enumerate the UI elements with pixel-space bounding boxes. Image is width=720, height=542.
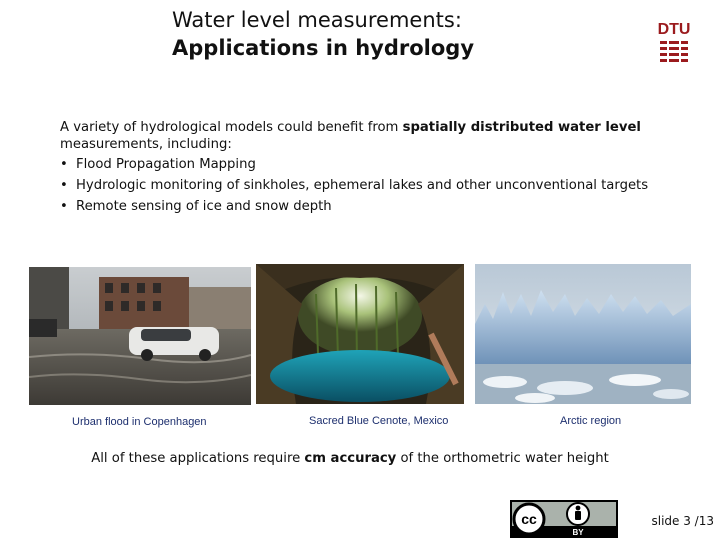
urban-flood-photo	[29, 267, 251, 405]
cenote-photo	[256, 264, 464, 404]
conclusion-text	[90, 450, 610, 467]
conclusion-bold: cm accuracy	[304, 451, 397, 466]
intro-bold: spatially distributed water level	[402, 120, 641, 135]
slide-title	[172, 6, 632, 62]
caption-urban-flood: Urban flood in Copenhagen	[72, 416, 207, 428]
bullet-item: • Remote sensing of ice and snow depth	[60, 198, 650, 215]
bullet-item: • Flood Propagation Mapping	[60, 156, 650, 173]
arctic-photo	[475, 264, 691, 404]
intro-paragraph	[60, 119, 650, 153]
conclusion-part-1: All of these applications require	[91, 451, 305, 466]
dtu-logo-text: DTU	[658, 21, 690, 38]
cc-by-license-badge[interactable]	[510, 500, 618, 538]
intro-part-1: A variety of hydrological models could benefit from	[60, 120, 403, 135]
bullet-list	[60, 156, 650, 215]
caption-cenote: Sacred Blue Cenote, Mexico	[309, 415, 449, 427]
title-line-2: Applications in hydrology	[172, 36, 475, 60]
conclusion-part-2: of the orthometric water height	[396, 451, 609, 466]
title-line-1: Water level measurements:	[172, 8, 462, 32]
dtu-logo	[658, 18, 690, 64]
cc-icon: cc	[521, 511, 537, 527]
attribution-icon	[575, 511, 581, 520]
body-text	[60, 119, 650, 219]
slide-number: slide 3 /13	[651, 514, 714, 528]
bullet-item: • Hydrologic monitoring of sinkholes, ephemeral lakes and other unconventional targets	[60, 177, 650, 194]
caption-arctic: Arctic region	[560, 415, 622, 427]
intro-part-2: measurements, including:	[60, 137, 232, 152]
by-label: BY	[572, 528, 584, 537]
